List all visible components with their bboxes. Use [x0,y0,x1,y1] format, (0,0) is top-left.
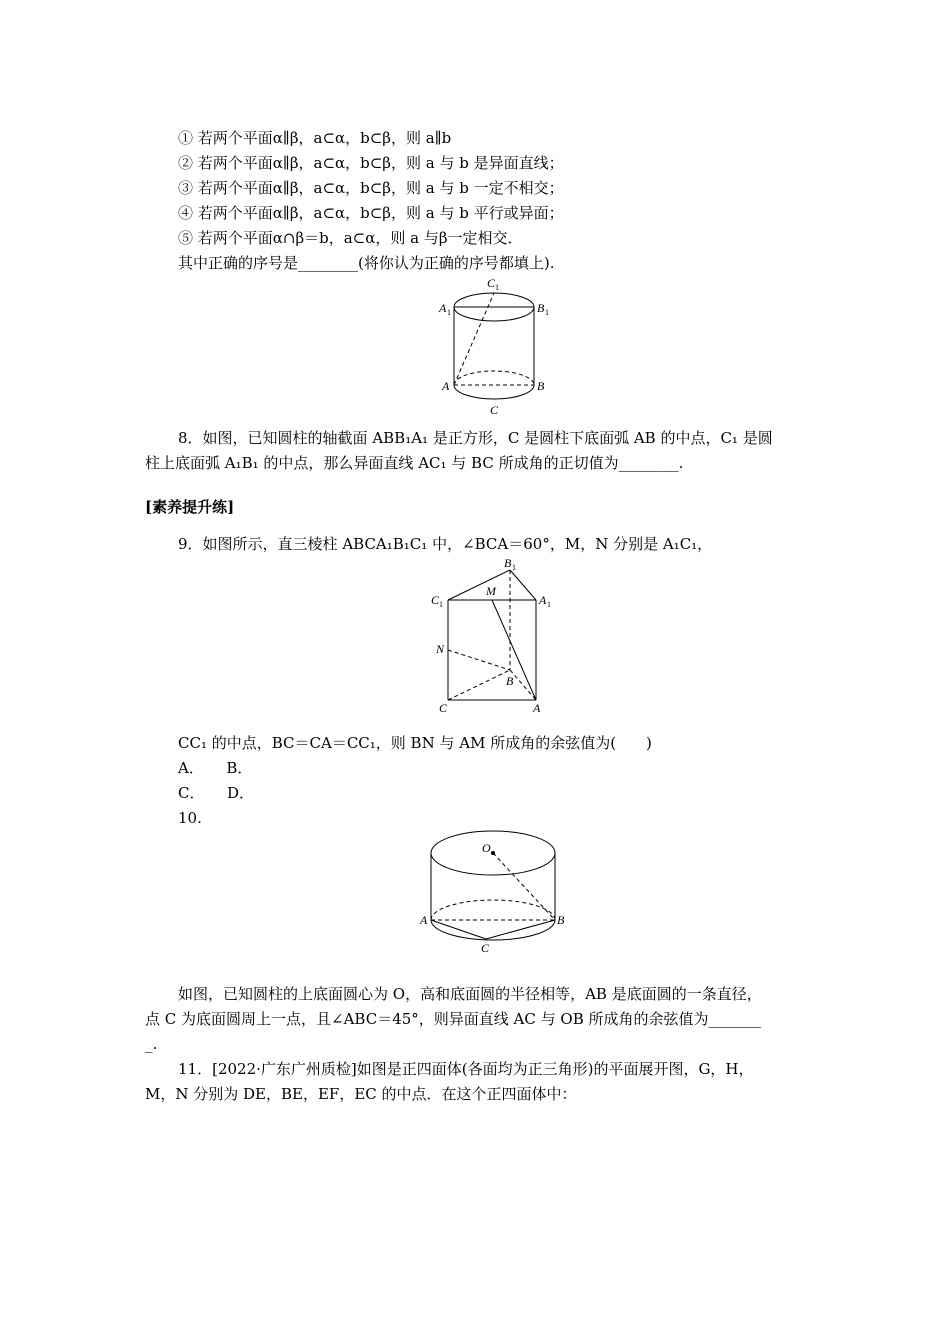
bottom-back-arc [454,371,534,385]
bottom-front-arc [454,385,534,399]
problem8-line1: 8．如图，已知圆柱的轴截面 ABB₁A₁ 是正方形，C 是圆柱下底面弧 AB 的中点，C₁ 是圆 [178,429,773,447]
label-C1: C [487,276,496,290]
label-C: C [481,941,490,955]
problem7-question: 其中正确的序号是________(将你认为正确的序号都填上). [178,254,555,272]
label-A: A [442,379,450,393]
svg-text:1: 1 [512,563,516,572]
figure-prism-9 [425,555,565,715]
problem11-line2: M，N 分别为 DE，BE，EF，EC 的中点．在这个正四面体中： [145,1085,577,1103]
section-title: [素养提升练] [145,498,235,516]
statement-3: ③ 若两个平面α∥β，a⊂α，b⊂β，则 a 与 b 一定不相交； [178,179,564,197]
label-C: C [439,701,448,715]
statement-4: ④ 若两个平面α∥β，a⊂α，b⊂β，则 a 与 b 平行或异面； [178,204,564,222]
problem9-intro: 9．如图所示，直三棱柱 ABCA₁B₁C₁ 中，∠BCA＝60°，M，N 分别是 A₁C₁， [178,535,713,553]
problem8-line2: 柱上底面弧 A₁B₁ 的中点，那么异面直线 AC₁ 与 BC 所成角的正切值为________. [145,454,684,472]
label-M: M [486,584,496,598]
label-O: O [482,841,491,855]
problem10-line2: 点 C 为底面圆周上一点，且∠ABC＝45°，则异面直线 AC 与 OB 所成角的余弦值为_______ [145,1010,761,1028]
edge-BA [510,670,536,700]
label-A1: A [539,593,547,607]
label-A: A [533,701,541,715]
label-C1: C [431,593,440,607]
figure-cylinder-8 [430,275,560,420]
center-O-dot [491,851,495,855]
svg-text:1: 1 [547,600,551,609]
edge-C1B1 [448,570,510,600]
label-N: N [436,642,445,656]
label-A: A [420,913,428,927]
svg-text:1: 1 [447,308,451,317]
segment-BN [448,650,510,670]
problem10-number: 10. [178,809,202,827]
label-B1: B [504,556,512,570]
label-B: B [537,379,545,393]
bottom-back-arc [431,900,555,920]
label-B: B [506,674,514,688]
label-B1: B [537,301,545,315]
svg-text:1: 1 [545,308,549,317]
segment-OB [493,853,555,920]
svg-text:1: 1 [439,600,443,609]
problem9-options-ab: A． B． [178,759,253,777]
problem9-continuation: CC₁ 的中点，BC＝CA＝CC₁，则 BN 与 AM 所成角的余弦值为( ) [178,734,652,752]
segment-AM [492,600,536,700]
statement-5: ⑤ 若两个平面α∩β＝b，a⊂α，则 a 与β一定相交． [178,229,523,247]
label-C: C [490,403,499,417]
statement-1: ① 若两个平面α∥β，a⊂α，b⊂β，则 a∥b [178,129,452,147]
label-B: B [557,913,565,927]
problem10-line1: 如图，已知圆柱的上底面圆心为 O，高和底面圆的半径相等，AB 是底面圆的一条直径， [178,985,762,1003]
problem11-line1: 11．[2022·广东广州质检]如图是正四面体(各面均为正三角形)的平面展开图，G，H， [178,1060,754,1078]
statement-2: ② 若两个平面α∥β，a⊂α，b⊂β，则 a 与 b 是异面直线； [178,154,564,172]
problem10-line3: _. [145,1035,158,1053]
label-A1: A [439,301,447,315]
figure-cylinder-10 [418,825,568,960]
svg-text:1: 1 [495,283,499,292]
edge-CB [448,670,510,700]
edge-B1A1 [510,570,536,600]
problem9-options-cd: C． D． [178,784,255,802]
segment-CB [486,920,555,939]
